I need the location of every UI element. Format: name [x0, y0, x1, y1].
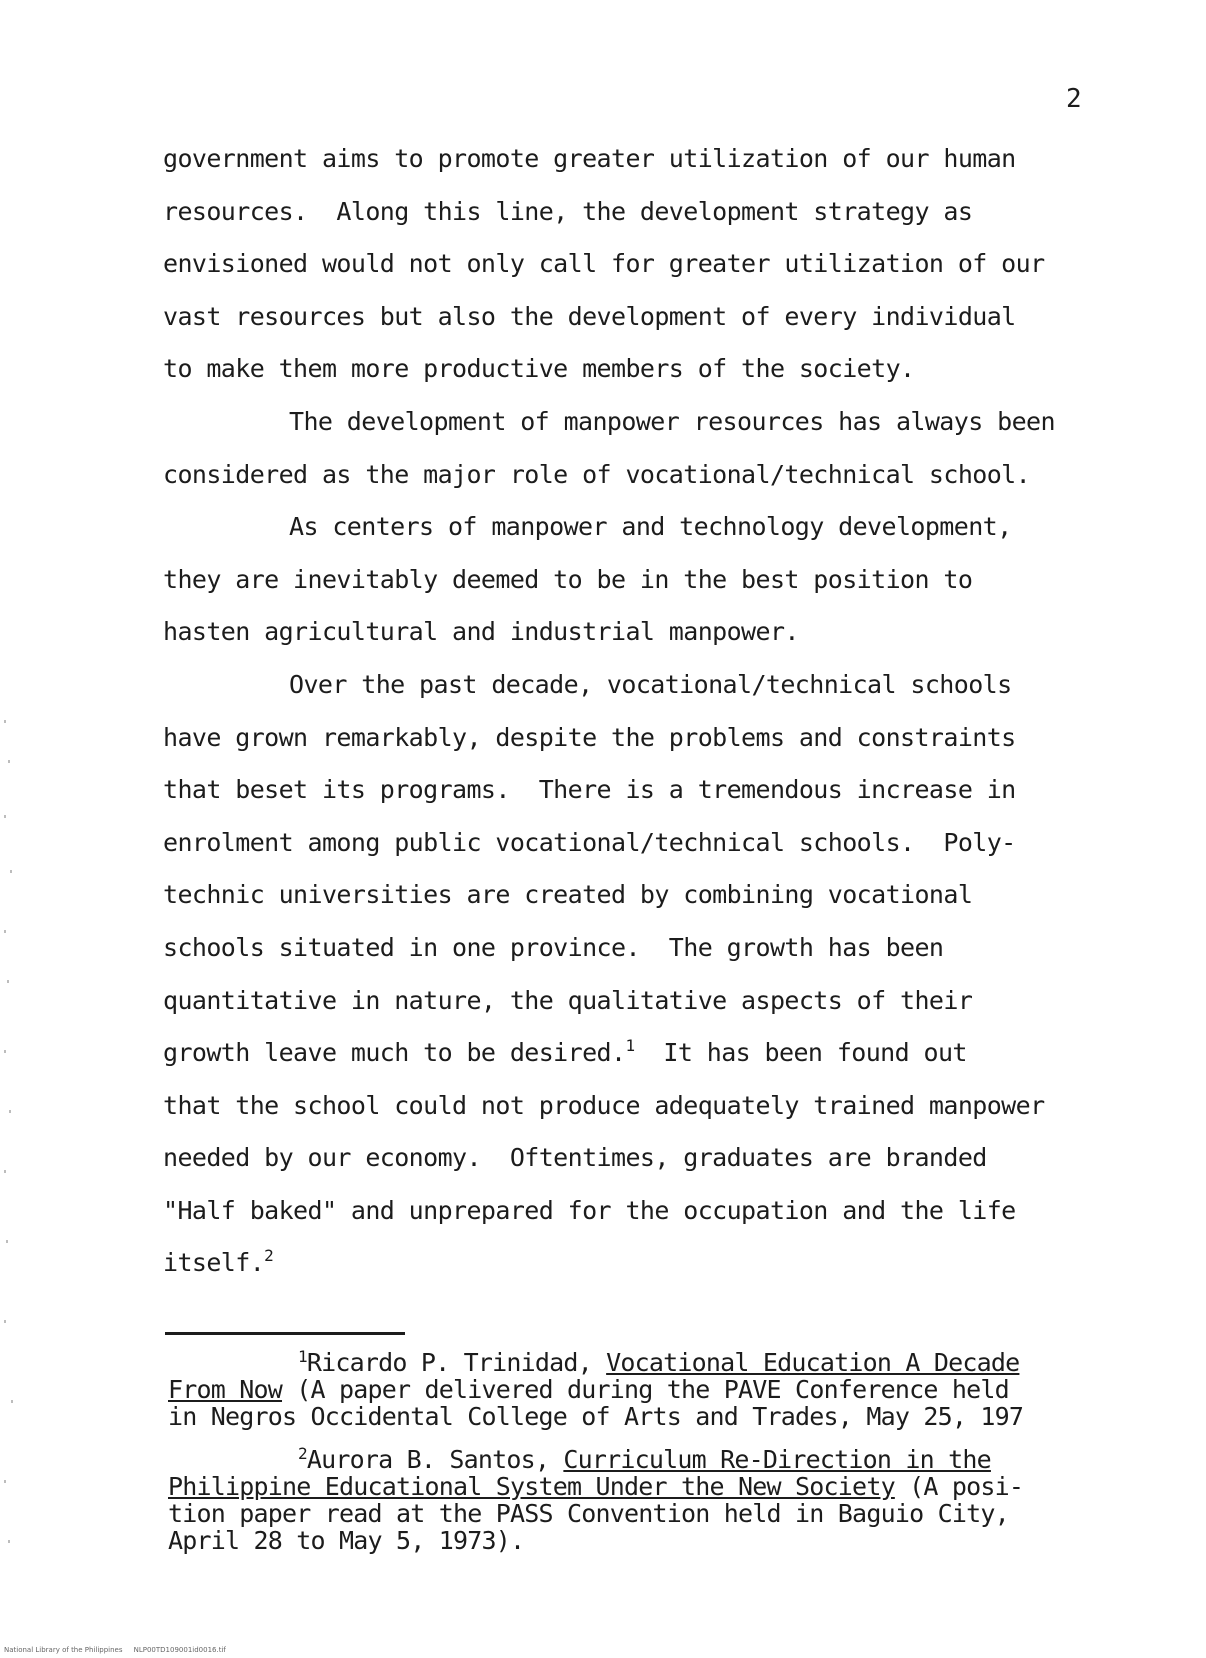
text-line: that beset its programs. There is a tremendous increase in	[163, 775, 1016, 805]
footnote-marker: 2	[298, 1444, 307, 1463]
text-segment: itself.	[163, 1248, 265, 1278]
footnote-line: April 28 to May 5, 1973).	[168, 1526, 525, 1555]
footnote-text: (A paper delivered during the PAVE Conference held	[282, 1375, 1009, 1404]
footnote-line	[168, 1446, 1128, 1473]
text-line: envisioned would not only call for greater utilization of our	[163, 249, 1045, 279]
text-segment: It has been found out	[634, 1038, 967, 1068]
footnote-title: Curriculum Re-Direction in the	[563, 1445, 991, 1474]
footnote-line	[168, 1349, 1128, 1376]
text-line: to make them more productive members of the society.	[163, 354, 915, 384]
footnote-2	[168, 1446, 1128, 1554]
footnote-line	[168, 1376, 1128, 1403]
text-line: technic universities are created by combining vocational	[163, 880, 973, 910]
scan-stamp: National Library of the Philippines NLP00TD109001id0016.tif	[4, 1646, 226, 1654]
text-segment: growth leave much to be desired.	[163, 1038, 626, 1068]
text-line: needed by our economy. Oftentimes, graduates are branded	[163, 1143, 987, 1173]
paragraph-start-line: Over the past decade, vocational/technical schools	[289, 669, 1012, 699]
footnote-line: in Negros Occidental College of Arts and Trades, May 25, 197	[168, 1402, 1024, 1431]
footnote-1	[168, 1349, 1128, 1430]
footnote-marker: 1	[298, 1347, 307, 1366]
text-line: government aims to promote greater utilization of our human	[163, 144, 1016, 173]
footnote-line: tion paper read at the PASS Convention held in Baguio City,	[168, 1499, 1009, 1528]
text-line: have grown remarkably, despite the problems and constraints	[163, 722, 1016, 752]
text-line: considered as the major role of vocational/technical school.	[163, 459, 1031, 489]
text-line: schools situated in one province. The growth has been	[163, 932, 944, 962]
footnote-ref-1: 1	[625, 1036, 635, 1056]
footnote-text: (A posi-	[894, 1472, 1024, 1501]
footnotes	[168, 1349, 1128, 1570]
footnote-author: Ricardo P. Trinidad,	[306, 1348, 607, 1377]
text-line: hasten agricultural and industrial manpower.	[163, 617, 799, 647]
footnote-title: Vocational Education A Decade	[606, 1348, 1020, 1377]
text-line: "Half baked" and unprepared for the occupation and the life	[163, 1195, 1016, 1225]
footnote-ref-2: 2	[264, 1246, 274, 1266]
text-line-with-footnote-ref	[163, 1027, 1123, 1080]
text-line: they are inevitably deemed to be in the best position to	[163, 564, 973, 594]
footnote-separator	[165, 1332, 405, 1335]
footnote-title: Philippine Educational System Under the New Society	[168, 1472, 895, 1501]
text-line: enrolment among public vocational/technical schools. Poly-	[163, 827, 1016, 857]
text-line: that the school could not produce adequately trained manpower	[163, 1090, 1045, 1120]
text-line-with-footnote-ref	[163, 1237, 1123, 1290]
text-line: vast resources but also the development of every individual	[163, 301, 1016, 331]
paragraph-start-line: As centers of manpower and technology development,	[289, 512, 1012, 542]
body-text	[163, 133, 1123, 1290]
paragraph-start-line: The development of manpower resources has always been	[289, 406, 1055, 436]
page-number: 2	[1066, 84, 1082, 114]
footnote-title: From Now	[168, 1375, 283, 1404]
footnote-line	[168, 1473, 1128, 1500]
footnote-author: Aurora B. Santos,	[306, 1445, 564, 1474]
scan-edge-marks	[0, 720, 30, 1580]
text-line: quantitative in nature, the qualitative aspects of their	[163, 985, 973, 1015]
text-line: resources. Along this line, the development strategy as	[163, 196, 973, 226]
